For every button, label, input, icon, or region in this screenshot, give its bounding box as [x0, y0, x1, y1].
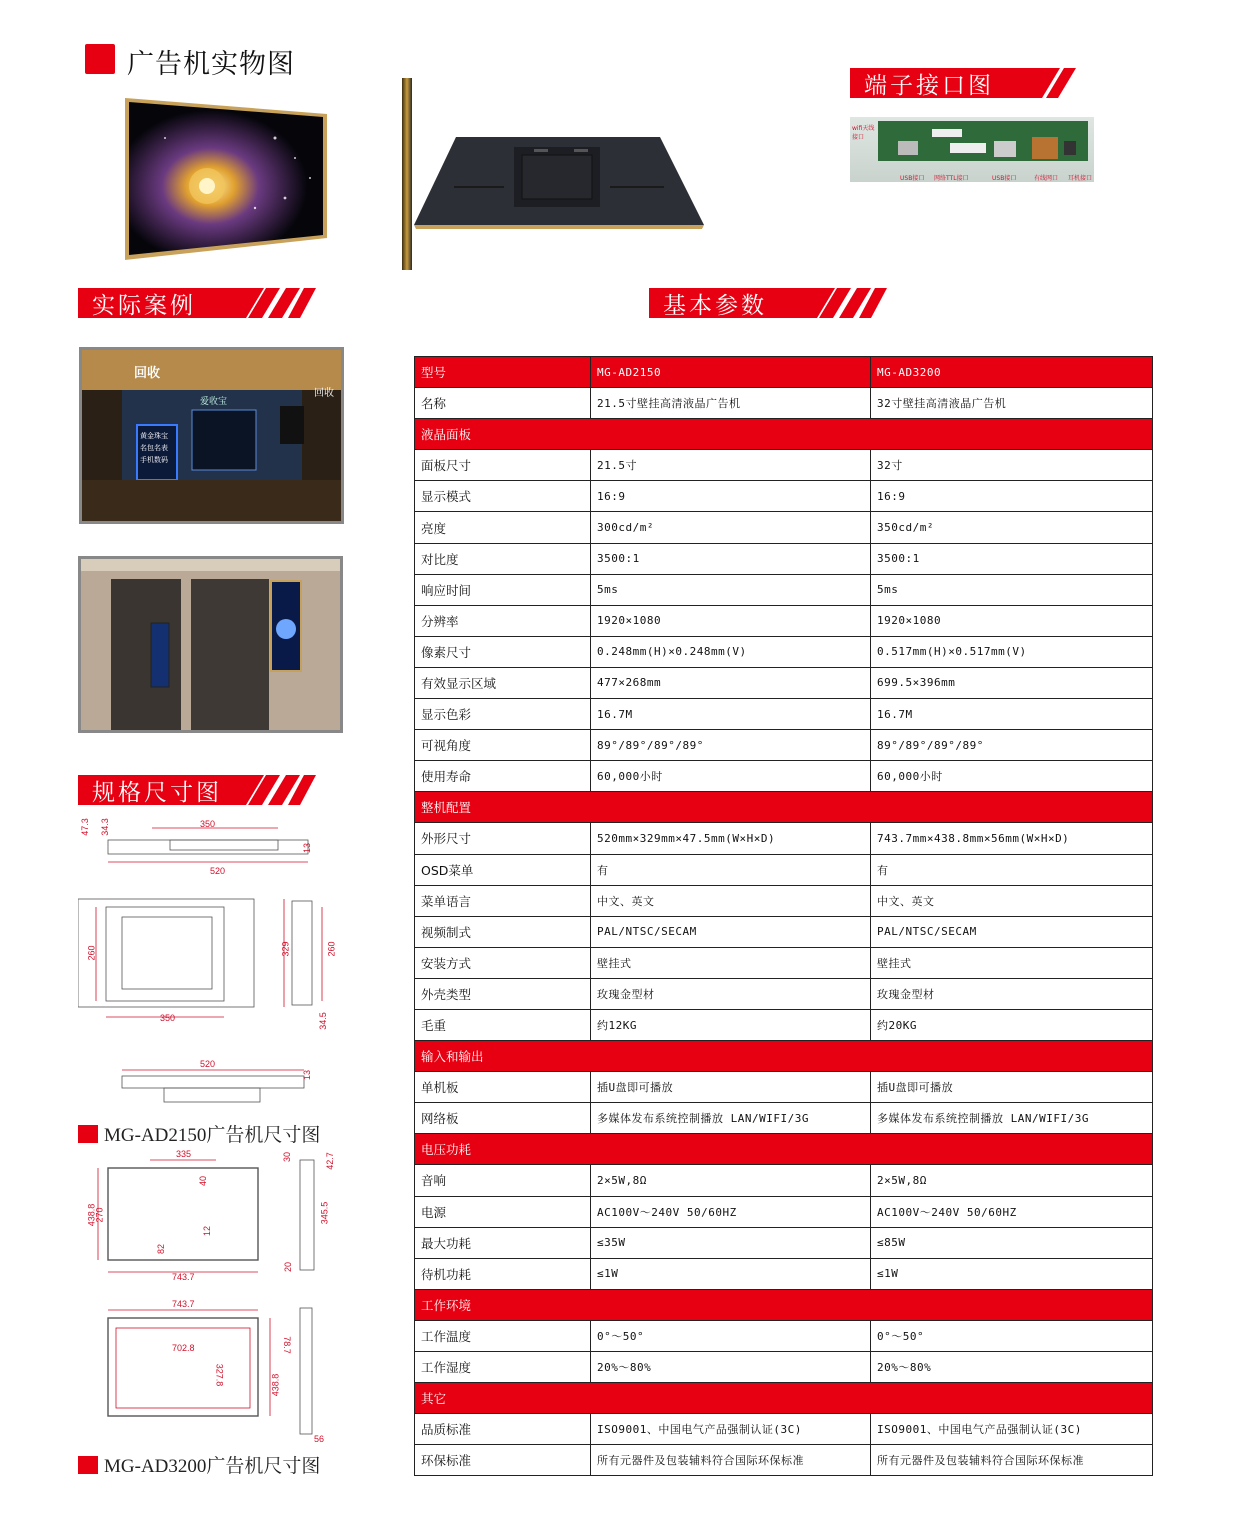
value-cell: 有 [591, 854, 871, 885]
value-cell: 743.7mm×438.8mm×56mm(W×H×D) [871, 823, 1153, 854]
value-cell: 0°～50° [871, 1320, 1153, 1351]
dimension-label: 260 [326, 941, 337, 957]
table-row [415, 450, 1153, 481]
table-row [415, 730, 1153, 761]
spec-table-body [415, 357, 1153, 1476]
header-cell: 型号 [415, 357, 591, 388]
row-label-cell: 菜单语言 [415, 885, 591, 916]
section-title-ports: 端子接口图 [850, 68, 1028, 98]
value-cell: 多媒体发布系统控制播放 LAN/WIFI/3G [871, 1103, 1153, 1134]
value-cell: PAL/NTSC/SECAM [591, 916, 871, 947]
table-section-row [415, 419, 1153, 450]
table-header-row [415, 357, 1153, 388]
value-cell: 89°/89°/89°/89° [871, 730, 1153, 761]
row-label-cell: 工作湿度 [415, 1352, 591, 1383]
value-cell: 所有元器件及包装辅料符合国际环保标准 [871, 1445, 1153, 1476]
value-cell: 16:9 [591, 481, 871, 512]
value-cell: PAL/NTSC/SECAM [871, 916, 1153, 947]
dimension-label: 520 [200, 1059, 216, 1069]
value-cell: 2×5W,8Ω [591, 1165, 871, 1196]
store-menu [140, 430, 168, 466]
section-cell: 其它 [415, 1383, 1153, 1414]
dimension-label: 743.7 [172, 1272, 195, 1282]
value-cell: 350cd/m² [871, 512, 1153, 543]
table-row [415, 885, 1153, 916]
table-row [415, 916, 1153, 947]
dimension-label: 260 [86, 945, 97, 961]
row-label-cell: 名称 [415, 388, 591, 419]
page-title: 广告机实物图 [127, 49, 295, 80]
row-label-cell: 音响 [415, 1165, 591, 1196]
value-cell: 21.5寸 [591, 450, 871, 481]
value-cell: 约20KG [871, 1009, 1153, 1040]
table-section-row [415, 1041, 1153, 1072]
row-label-cell: 视频制式 [415, 916, 591, 947]
value-cell: 3500:1 [591, 543, 871, 574]
value-cell: 玫瑰金型材 [871, 978, 1153, 1009]
value-cell: 中文、英文 [591, 885, 871, 916]
caption-text: MG-AD2150广告机尺寸图 [104, 1125, 321, 1146]
section-title-params: 基本参数 [649, 288, 811, 318]
row-label-cell: 网络板 [415, 1103, 591, 1134]
dimension-label: 40 [198, 1175, 209, 1187]
board-label: 网络TTL接口 [934, 175, 969, 182]
value-cell: ≤35W [591, 1227, 871, 1258]
row-label-cell: 毛重 [415, 1009, 591, 1040]
row-label-cell: 环保标准 [415, 1445, 591, 1476]
table-row [415, 605, 1153, 636]
table-row [415, 1352, 1153, 1383]
caption-text: MG-AD3200广告机尺寸图 [104, 1456, 321, 1477]
stripes-decoration [240, 775, 316, 805]
dimension-label: 42.7 [324, 1152, 335, 1170]
board-label: USB接口 [992, 175, 1017, 182]
dimension-label: 329 [280, 941, 291, 957]
row-label-cell: 品质标准 [415, 1414, 591, 1445]
table-row [415, 1320, 1153, 1351]
row-label-cell: 显示色彩 [415, 699, 591, 730]
dimension-label: 13 [302, 842, 313, 854]
value-cell: 5ms [871, 574, 1153, 605]
table-row [415, 1414, 1153, 1445]
table-section-row [415, 1383, 1153, 1414]
value-cell: 2×5W,8Ω [871, 1165, 1153, 1196]
table-row [415, 978, 1153, 1009]
table-row [415, 1196, 1153, 1227]
board-label: USB接口 [900, 175, 925, 182]
spec-table [414, 356, 1153, 1476]
caption-2150 [78, 1120, 320, 1147]
value-cell: 壁挂式 [871, 947, 1153, 978]
dimension-label: 47.3 [79, 818, 90, 836]
row-label-cell: 最大功耗 [415, 1227, 591, 1258]
board-label: 有线网口 [1034, 175, 1059, 182]
value-cell: 21.5寸壁挂高清液晶广告机 [591, 388, 871, 419]
dimension-label: 327.8 [214, 1363, 225, 1387]
table-row [415, 543, 1153, 574]
dimension-label: 350 [200, 819, 216, 829]
product-front-photo [125, 98, 327, 260]
section-banner-ports [850, 68, 1088, 98]
value-cell: 89°/89°/89°/89° [591, 730, 871, 761]
row-label-cell: 有效显示区域 [415, 667, 591, 698]
table-section-row [415, 1134, 1153, 1165]
section-title-specs: 规格尺寸图 [78, 775, 240, 805]
row-label-cell: 待机功耗 [415, 1258, 591, 1289]
value-cell: 约12KG [591, 1009, 871, 1040]
value-cell: 有 [871, 854, 1153, 885]
table-row [415, 761, 1153, 792]
value-cell: 477×268mm [591, 667, 871, 698]
dimension-label: 438.8 [270, 1373, 281, 1397]
row-label-cell: 外形尺寸 [415, 823, 591, 854]
value-cell: 玫瑰金型材 [591, 978, 871, 1009]
dimension-label: 350 [160, 1013, 176, 1023]
value-cell: 1920×1080 [591, 605, 871, 636]
caption-marker [78, 1125, 98, 1143]
table-row [415, 1445, 1153, 1476]
row-label-cell: 像素尺寸 [415, 636, 591, 667]
section-banner-cases [78, 288, 316, 318]
store-sign: 回收 [134, 366, 161, 381]
value-cell: 60,000小时 [591, 761, 871, 792]
dimension-label: 438.8 [86, 1203, 97, 1227]
caption-marker [78, 1456, 98, 1474]
stripes-decoration [240, 288, 316, 318]
value-cell: 0.248mm(H)×0.248mm(V) [591, 636, 871, 667]
dimension-label: 34.3 [99, 818, 110, 836]
value-cell: 5ms [591, 574, 871, 605]
row-label-cell: 分辨率 [415, 605, 591, 636]
row-label-cell: OSD菜单 [415, 854, 591, 885]
store-brand: 爱收宝 [200, 397, 228, 407]
table-row [415, 1072, 1153, 1103]
row-label-cell: 电源 [415, 1196, 591, 1227]
row-label-cell: 面板尺寸 [415, 450, 591, 481]
value-cell: ≤1W [871, 1258, 1153, 1289]
table-row [415, 574, 1153, 605]
value-cell: AC100V～240V 50/60HZ [591, 1196, 871, 1227]
value-cell: 16.7M [591, 699, 871, 730]
section-banner-specs [78, 775, 316, 805]
row-label-cell: 可视角度 [415, 730, 591, 761]
product-side-photo [402, 78, 412, 270]
section-cell: 工作环境 [415, 1289, 1153, 1320]
table-row [415, 481, 1153, 512]
value-cell: 多媒体发布系统控制播放 LAN/WIFI/3G [591, 1103, 871, 1134]
table-row [415, 512, 1153, 543]
dimension-label: 335 [176, 1149, 192, 1159]
stripes-decoration [1028, 68, 1088, 98]
table-row [415, 388, 1153, 419]
value-cell: AC100V～240V 50/60HZ [871, 1196, 1153, 1227]
dimension-drawing-2150-front [78, 893, 338, 1033]
section-title-cases: 实际案例 [78, 288, 240, 318]
table-row [415, 1227, 1153, 1258]
section-cell: 整机配置 [415, 792, 1153, 823]
dimension-label: 56 [314, 1434, 325, 1444]
table-row [415, 1258, 1153, 1289]
dimension-drawing-3200-top [90, 1150, 340, 1300]
row-label-cell: 工作温度 [415, 1320, 591, 1351]
value-cell: 壁挂式 [591, 947, 871, 978]
store-menu-item: 名包名表 [140, 444, 168, 452]
store-sign: 回收 [314, 388, 334, 399]
value-cell: 16:9 [871, 481, 1153, 512]
store-menu-item: 黄金珠宝 [140, 432, 168, 440]
dimension-label: 12 [202, 1225, 213, 1237]
value-cell: 0.517mm(H)×0.517mm(V) [871, 636, 1153, 667]
value-cell: 所有元器件及包装辅料符合国际环保标准 [591, 1445, 871, 1476]
caption-3200 [78, 1451, 320, 1478]
title-marker [85, 44, 115, 74]
row-label-cell: 对比度 [415, 543, 591, 574]
dimension-label: 345.5 [319, 1201, 330, 1225]
value-cell: 0°～50° [591, 1320, 871, 1351]
row-label-cell: 显示模式 [415, 481, 591, 512]
value-cell: 插U盘即可播放 [871, 1072, 1153, 1103]
table-row [415, 854, 1153, 885]
table-row [415, 1103, 1153, 1134]
product-back-photo [414, 137, 704, 229]
dimension-label: 520 [210, 866, 226, 876]
dimension-label: 743.7 [172, 1299, 195, 1309]
dimension-label: 270 [94, 1207, 105, 1223]
value-cell: ≤1W [591, 1258, 871, 1289]
row-label-cell: 外壳类型 [415, 978, 591, 1009]
value-cell: 20%～80% [591, 1352, 871, 1383]
section-cell: 电压功耗 [415, 1134, 1153, 1165]
value-cell: 3500:1 [871, 543, 1153, 574]
row-label-cell: 安装方式 [415, 947, 591, 978]
value-cell: 300cd/m² [591, 512, 871, 543]
value-cell: 699.5×396mm [871, 667, 1153, 698]
dimension-label: 34.5 [317, 1012, 328, 1030]
dimension-label: 13 [302, 1069, 313, 1081]
value-cell: ISO9001、中国电气产品强制认证(3C) [871, 1414, 1153, 1445]
value-cell: ≤85W [871, 1227, 1153, 1258]
case-photo-store [79, 347, 344, 524]
header-cell: MG-AD2150 [591, 357, 871, 388]
value-cell: 中文、英文 [871, 885, 1153, 916]
stripes-decoration [811, 288, 887, 318]
value-cell: 60,000小时 [871, 761, 1153, 792]
section-banner-params [649, 288, 887, 318]
section-cell: 液晶面板 [415, 419, 1153, 450]
table-row [415, 823, 1153, 854]
dimension-label: 78.7 [281, 1336, 292, 1354]
value-cell: 20%～80% [871, 1352, 1153, 1383]
dimension-label: 702.8 [172, 1343, 195, 1353]
table-section-row [415, 1289, 1153, 1320]
value-cell: 插U盘即可播放 [591, 1072, 871, 1103]
value-cell: 16.7M [871, 699, 1153, 730]
table-section-row [415, 792, 1153, 823]
row-label-cell: 使用寿命 [415, 761, 591, 792]
row-label-cell: 亮度 [415, 512, 591, 543]
dimension-label: 30 [282, 1151, 293, 1163]
value-cell: 32寸 [871, 450, 1153, 481]
row-label-cell: 单机板 [415, 1072, 591, 1103]
table-row [415, 1165, 1153, 1196]
dimension-label: 82 [156, 1243, 167, 1255]
value-cell: 32寸壁挂高清液晶广告机 [871, 388, 1153, 419]
table-row [415, 667, 1153, 698]
header-cell: MG-AD3200 [871, 357, 1153, 388]
table-row [415, 1009, 1153, 1040]
value-cell: ISO9001、中国电气产品强制认证(3C) [591, 1414, 871, 1445]
table-row [415, 699, 1153, 730]
table-row [415, 947, 1153, 978]
case-photo-elevator [78, 556, 343, 733]
value-cell: 1920×1080 [871, 605, 1153, 636]
dimension-label: 20 [283, 1261, 294, 1273]
table-row [415, 636, 1153, 667]
board-label: 耳机接口 [1068, 175, 1093, 182]
port-board-photo [850, 117, 1094, 182]
value-cell: 520mm×329mm×47.5mm(W×H×D) [591, 823, 871, 854]
row-label-cell: 响应时间 [415, 574, 591, 605]
store-menu-item: 手机数码 [140, 456, 168, 464]
section-cell: 输入和输出 [415, 1041, 1153, 1072]
board-label: wifi天线接口 [852, 125, 875, 141]
